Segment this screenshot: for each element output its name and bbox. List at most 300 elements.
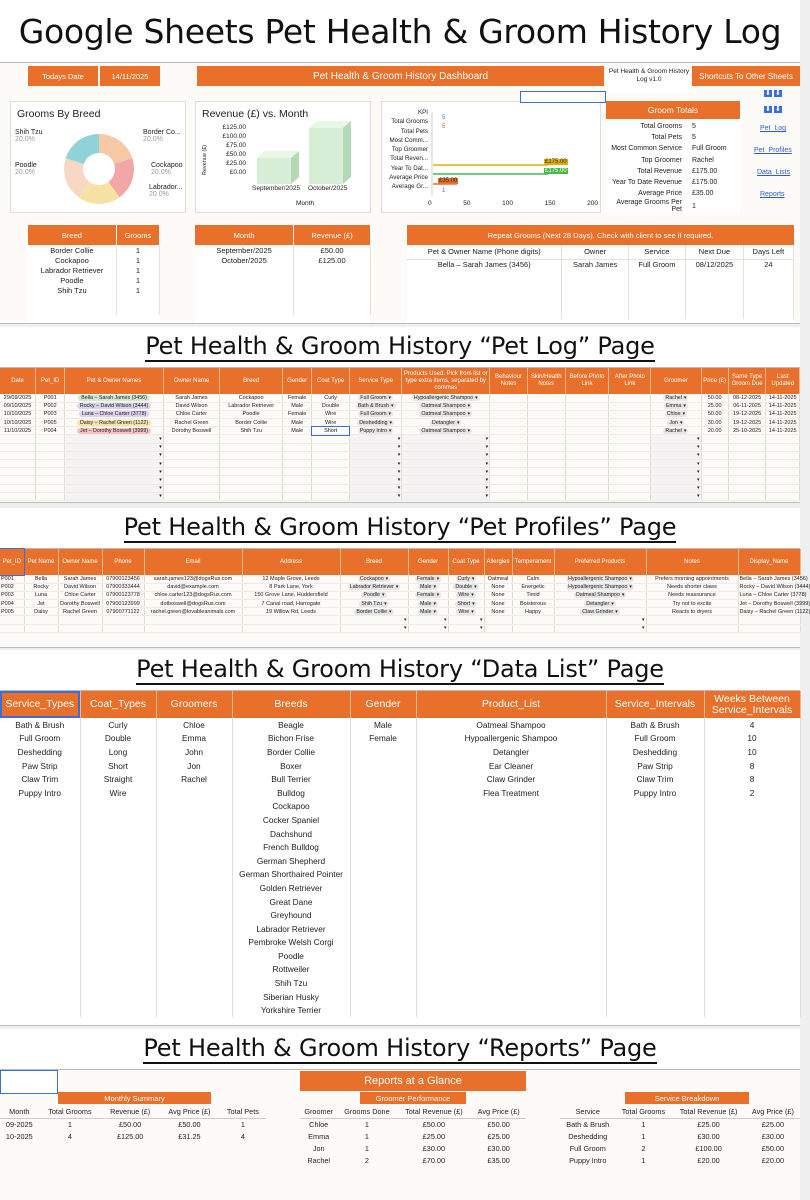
- empty-cell[interactable]: [527, 451, 565, 459]
- list-item[interactable]: [704, 813, 800, 827]
- table-cell[interactable]: 25-10-2025: [728, 427, 766, 435]
- empty-cell[interactable]: [283, 468, 312, 476]
- table-cell[interactable]: £50.00: [118, 1119, 142, 1129]
- table-cell[interactable]: None: [484, 591, 512, 599]
- dropdown[interactable]: Rachel ▾: [663, 428, 688, 434]
- list-item[interactable]: [350, 908, 416, 922]
- empty-cell[interactable]: [163, 484, 220, 492]
- dropdown[interactable]: Bath & Brush ▾: [356, 403, 396, 409]
- table-cell[interactable]: 1: [116, 265, 159, 275]
- table-cell[interactable]: Sarah James: [58, 575, 102, 583]
- list-item[interactable]: [606, 949, 704, 963]
- table-cell[interactable]: Sarah James: [562, 259, 628, 269]
- empty-cell[interactable]: [36, 468, 65, 476]
- list-item[interactable]: [704, 949, 800, 963]
- list-item[interactable]: Jon: [156, 759, 232, 773]
- empty-cell[interactable]: [144, 616, 242, 624]
- empty-cell[interactable]: [294, 275, 371, 285]
- empty-cell[interactable]: [0, 451, 36, 459]
- table-cell[interactable]: 50.00: [701, 394, 728, 402]
- table-cell[interactable]: Border Collie: [28, 245, 116, 255]
- list-item[interactable]: [80, 949, 156, 963]
- empty-cell[interactable]: [490, 468, 528, 476]
- list-item[interactable]: [606, 840, 704, 854]
- empty-cell[interactable]: [312, 476, 350, 484]
- table-cell[interactable]: Female: [283, 394, 312, 402]
- table-cell[interactable]: £25.00: [761, 1119, 785, 1129]
- empty-cell[interactable]: [490, 492, 528, 500]
- table-cell[interactable]: [402, 410, 490, 418]
- empty-cell[interactable]: [728, 435, 766, 443]
- list-item[interactable]: [0, 908, 80, 922]
- dropdown[interactable]: Labrador Retriever ▾: [348, 584, 401, 590]
- empty-cell[interactable]: [686, 269, 744, 279]
- table-cell[interactable]: 06-11-2025: [728, 402, 766, 410]
- dropdown-arrow-icon[interactable]: ▾: [159, 476, 162, 483]
- list-item[interactable]: Straight: [80, 772, 156, 786]
- empty-cell[interactable]: [686, 299, 744, 309]
- empty-cell[interactable]: [609, 443, 651, 451]
- list-item[interactable]: [350, 936, 416, 950]
- dropdown-arrow-icon[interactable]: ▾: [479, 617, 483, 624]
- empty-cell[interactable]: [0, 616, 24, 624]
- empty-cell[interactable]: [220, 460, 283, 468]
- dropdown[interactable]: Border Collie ▾: [354, 609, 393, 615]
- empty-cell[interactable]: [294, 295, 371, 305]
- list-item[interactable]: Emma: [156, 732, 232, 746]
- table-cell[interactable]: 07900771122: [102, 608, 144, 616]
- list-item[interactable]: [80, 990, 156, 1004]
- table-cell[interactable]: [527, 402, 565, 410]
- table-cell[interactable]: £30.00: [487, 1143, 510, 1153]
- empty-cell[interactable]: [484, 616, 512, 624]
- list-item[interactable]: [350, 868, 416, 882]
- nav-arrows[interactable]: [764, 105, 782, 113]
- dropdown[interactable]: Oatmeal Shampoo ▾: [419, 411, 472, 417]
- table-cell[interactable]: [448, 600, 484, 608]
- table-cell[interactable]: [349, 394, 401, 402]
- list-item[interactable]: [416, 813, 606, 827]
- table-cell[interactable]: Rachel Green: [58, 608, 102, 616]
- empty-cell[interactable]: [402, 443, 490, 451]
- list-item[interactable]: [80, 827, 156, 841]
- empty-cell[interactable]: [728, 460, 766, 468]
- list-item[interactable]: German Shepherd: [232, 854, 350, 868]
- table-cell[interactable]: [408, 591, 448, 599]
- table-cell[interactable]: David Wilson: [58, 583, 102, 591]
- empty-cell[interactable]: [527, 476, 565, 484]
- empty-cell[interactable]: [527, 484, 565, 492]
- link-data-lists[interactable]: Data_Lists: [757, 169, 791, 176]
- empty-cell[interactable]: [408, 616, 448, 624]
- nav-arrows[interactable]: [764, 89, 782, 97]
- empty-cell[interactable]: [0, 476, 36, 484]
- table-cell[interactable]: [340, 575, 408, 583]
- empty-cell[interactable]: [408, 624, 448, 632]
- table-cell[interactable]: chloe.carter123@dogsRus.com: [144, 591, 242, 599]
- dropdown-arrow-icon[interactable]: ▾: [159, 468, 162, 475]
- list-item[interactable]: [606, 868, 704, 882]
- empty-cell[interactable]: [766, 443, 800, 451]
- list-item[interactable]: Bath & Brush: [606, 718, 704, 732]
- list-item[interactable]: [416, 827, 606, 841]
- empty-cell[interactable]: [448, 624, 484, 632]
- table-cell[interactable]: £70.00: [422, 1155, 446, 1165]
- list-item[interactable]: Labrador Retriever: [232, 922, 350, 936]
- table-cell[interactable]: Shih Tzu: [28, 285, 116, 295]
- empty-cell[interactable]: [609, 476, 651, 484]
- empty-cell[interactable]: [651, 492, 701, 500]
- table-cell[interactable]: 09/10/2025: [0, 402, 36, 410]
- table-cell[interactable]: Reacts to dryers: [646, 608, 738, 616]
- list-item[interactable]: Detangler: [416, 745, 606, 759]
- table-cell[interactable]: None: [484, 600, 512, 608]
- dropdown[interactable]: Puppy Intro ▾: [358, 428, 394, 434]
- dropdown-arrow-icon[interactable]: ▾: [159, 485, 162, 492]
- dropdown[interactable]: Wire ▾: [456, 592, 475, 598]
- empty-cell[interactable]: [701, 484, 728, 492]
- empty-cell[interactable]: [527, 492, 565, 500]
- empty-cell[interactable]: [651, 484, 701, 492]
- table-cell[interactable]: Wire: [312, 419, 350, 427]
- empty-cell[interactable]: [743, 309, 793, 319]
- list-item[interactable]: [0, 854, 80, 868]
- empty-cell[interactable]: [651, 460, 701, 468]
- empty-cell[interactable]: [28, 305, 116, 315]
- empty-cell[interactable]: [651, 443, 701, 451]
- empty-cell[interactable]: [36, 484, 65, 492]
- empty-cell[interactable]: [349, 484, 401, 492]
- list-item[interactable]: [80, 813, 156, 827]
- table-cell[interactable]: 14-11-2025: [766, 410, 800, 418]
- empty-cell[interactable]: [562, 269, 628, 279]
- dropdown-arrow-icon[interactable]: ▾: [397, 468, 401, 475]
- table-cell[interactable]: September/2025: [195, 245, 294, 255]
- dropdown-arrow-icon[interactable]: ▾: [397, 460, 401, 467]
- empty-cell[interactable]: [294, 265, 371, 275]
- table-cell[interactable]: [527, 419, 565, 427]
- table-cell[interactable]: sarah.james123@dogsRus.com: [144, 575, 242, 583]
- dropdown[interactable]: Double ▾: [453, 584, 478, 590]
- table-cell[interactable]: 07900123456: [102, 575, 144, 583]
- table-cell[interactable]: [349, 410, 401, 418]
- dropdown-arrow-icon[interactable]: ▾: [397, 485, 401, 492]
- dropdown-arrow-icon[interactable]: ▾: [697, 444, 700, 451]
- table-cell[interactable]: 1: [116, 245, 159, 255]
- list-item[interactable]: Pembroke Welsh Corgi: [232, 936, 350, 950]
- table-cell[interactable]: 14-11-2025: [766, 394, 800, 402]
- empty-cell[interactable]: [743, 299, 793, 309]
- empty-cell[interactable]: [565, 460, 609, 468]
- empty-cell[interactable]: [163, 460, 220, 468]
- empty-cell[interactable]: [686, 289, 744, 299]
- selected-cell[interactable]: [520, 91, 606, 103]
- list-item[interactable]: [80, 1003, 156, 1017]
- list-item[interactable]: [350, 963, 416, 977]
- list-item[interactable]: Puppy Intro: [606, 786, 704, 800]
- empty-cell[interactable]: [490, 460, 528, 468]
- dropdown-arrow-icon[interactable]: ▾: [485, 436, 489, 443]
- dropdown-arrow-icon[interactable]: ▾: [641, 625, 645, 632]
- table-cell[interactable]: 8 Park Lane, York: [242, 583, 340, 591]
- dropdown-arrow-icon[interactable]: ▾: [485, 452, 489, 459]
- empty-cell[interactable]: [701, 476, 728, 484]
- empty-cell[interactable]: [220, 435, 283, 443]
- list-item[interactable]: [704, 963, 800, 977]
- empty-cell[interactable]: [527, 460, 565, 468]
- dropdown-arrow-icon[interactable]: ▾: [697, 452, 700, 459]
- dropdown-arrow-icon[interactable]: ▾: [641, 617, 645, 624]
- table-cell[interactable]: [554, 575, 646, 583]
- table-cell[interactable]: [490, 419, 528, 427]
- empty-cell[interactable]: [220, 484, 283, 492]
- empty-cell[interactable]: [36, 460, 65, 468]
- empty-cell[interactable]: [116, 305, 159, 315]
- table-cell[interactable]: 07900333444: [102, 583, 144, 591]
- list-item[interactable]: [416, 868, 606, 882]
- selected-cell[interactable]: Short: [312, 427, 350, 435]
- list-item[interactable]: [416, 963, 606, 977]
- empty-cell[interactable]: [144, 624, 242, 632]
- table-cell[interactable]: Bella: [24, 575, 58, 583]
- list-item[interactable]: Long: [80, 745, 156, 759]
- empty-cell[interactable]: [312, 443, 350, 451]
- empty-cell[interactable]: [628, 269, 685, 279]
- empty-cell[interactable]: [766, 460, 800, 468]
- list-item[interactable]: [350, 786, 416, 800]
- dropdown[interactable]: Curly ▾: [456, 576, 477, 582]
- list-item[interactable]: [0, 963, 80, 977]
- empty-cell[interactable]: [0, 484, 36, 492]
- dropdown-arrow-icon[interactable]: ▾: [479, 625, 483, 632]
- table-cell[interactable]: £20.00: [761, 1155, 785, 1165]
- list-item[interactable]: Short: [80, 759, 156, 773]
- empty-cell[interactable]: [65, 443, 163, 451]
- empty-cell[interactable]: [609, 451, 651, 459]
- empty-cell[interactable]: [554, 616, 646, 624]
- empty-cell[interactable]: [484, 624, 512, 632]
- table-cell[interactable]: 1: [641, 1155, 646, 1165]
- empty-cell[interactable]: [728, 451, 766, 459]
- table-cell[interactable]: Male: [283, 402, 312, 410]
- dropdown-arrow-icon[interactable]: ▾: [159, 460, 162, 467]
- list-item[interactable]: [606, 854, 704, 868]
- table-cell[interactable]: [554, 591, 646, 599]
- empty-cell[interactable]: [407, 289, 562, 299]
- list-item[interactable]: [704, 976, 800, 990]
- list-item[interactable]: Rottweiler: [232, 963, 350, 977]
- dropdown-arrow-icon[interactable]: ▾: [397, 452, 401, 459]
- list-item[interactable]: [350, 827, 416, 841]
- todays-date-value[interactable]: 14/11/2025: [100, 66, 160, 86]
- table-cell[interactable]: [609, 419, 651, 427]
- list-item[interactable]: [0, 1003, 80, 1017]
- empty-cell[interactable]: [407, 279, 562, 289]
- list-item[interactable]: [606, 976, 704, 990]
- empty-cell[interactable]: [283, 476, 312, 484]
- table-cell[interactable]: [651, 410, 701, 418]
- table-cell[interactable]: [349, 402, 401, 410]
- empty-cell[interactable]: [651, 451, 701, 459]
- empty-cell[interactable]: [490, 476, 528, 484]
- empty-cell[interactable]: [283, 484, 312, 492]
- table-cell[interactable]: 14-11-2025: [766, 402, 800, 410]
- empty-cell[interactable]: [65, 492, 163, 500]
- empty-cell[interactable]: [294, 305, 371, 315]
- list-item[interactable]: [416, 908, 606, 922]
- list-item[interactable]: Paw Strip: [606, 759, 704, 773]
- list-item[interactable]: [416, 949, 606, 963]
- empty-cell[interactable]: [116, 295, 159, 305]
- list-item[interactable]: 8: [704, 759, 800, 773]
- list-item[interactable]: Wire: [80, 786, 156, 800]
- table-cell[interactable]: Bella – Sarah James (3456): [739, 575, 808, 582]
- pet-owner-chip[interactable]: Jet – Dorothy Boswell (3999): [77, 428, 151, 434]
- table-cell[interactable]: 07900123999: [102, 600, 144, 608]
- table-cell[interactable]: 1: [641, 1119, 646, 1129]
- table-cell[interactable]: Bath & Brush: [566, 1119, 610, 1129]
- empty-cell[interactable]: [312, 484, 350, 492]
- table-cell[interactable]: £50.00: [422, 1119, 446, 1129]
- empty-cell[interactable]: [743, 269, 793, 279]
- table-cell[interactable]: Rachel: [307, 1155, 331, 1165]
- table-cell[interactable]: [490, 427, 528, 435]
- list-item[interactable]: [80, 922, 156, 936]
- empty-cell[interactable]: [490, 443, 528, 451]
- table-cell[interactable]: P004: [36, 427, 65, 435]
- list-item[interactable]: 10: [704, 732, 800, 746]
- table-cell[interactable]: Needs reassurance: [646, 591, 738, 599]
- table-cell[interactable]: [340, 600, 408, 608]
- empty-cell[interactable]: [0, 492, 36, 500]
- list-item[interactable]: Border Collie: [232, 745, 350, 759]
- empty-cell[interactable]: [628, 289, 685, 299]
- list-item[interactable]: [606, 908, 704, 922]
- empty-cell[interactable]: [402, 451, 490, 459]
- empty-cell[interactable]: [728, 476, 766, 484]
- list-item[interactable]: Bath & Brush: [0, 718, 80, 732]
- list-item[interactable]: [606, 813, 704, 827]
- empty-cell[interactable]: [701, 468, 728, 476]
- list-item[interactable]: [80, 936, 156, 950]
- list-item[interactable]: 8: [704, 772, 800, 786]
- table-cell[interactable]: [609, 394, 651, 402]
- empty-cell[interactable]: [283, 451, 312, 459]
- list-item[interactable]: [156, 881, 232, 895]
- list-item[interactable]: [156, 800, 232, 814]
- list-item[interactable]: [156, 1003, 232, 1017]
- empty-cell[interactable]: [402, 435, 490, 443]
- list-item[interactable]: Great Dane: [232, 895, 350, 909]
- dropdown[interactable]: Shih Tzu ▾: [359, 601, 388, 607]
- table-cell[interactable]: 10/10/2025: [0, 419, 36, 427]
- list-item[interactable]: Cockapoo: [232, 800, 350, 814]
- empty-cell[interactable]: [628, 299, 685, 309]
- empty-cell[interactable]: [646, 616, 738, 624]
- table-cell[interactable]: 2: [364, 1155, 369, 1165]
- table-cell[interactable]: [527, 394, 565, 402]
- list-item[interactable]: [606, 936, 704, 950]
- table-cell[interactable]: Female: [283, 410, 312, 418]
- dropdown-arrow-icon[interactable]: ▾: [697, 493, 700, 500]
- list-item[interactable]: [156, 895, 232, 909]
- table-cell[interactable]: Labrador Retriever: [28, 265, 116, 275]
- dropdown[interactable]: Female ▾: [415, 592, 441, 598]
- table-cell[interactable]: 7 Canal road, Harrogate: [242, 600, 340, 608]
- empty-cell[interactable]: [609, 468, 651, 476]
- table-cell[interactable]: [565, 394, 609, 402]
- list-item[interactable]: Female: [350, 732, 416, 746]
- list-item[interactable]: [704, 800, 800, 814]
- empty-cell[interactable]: [102, 624, 144, 632]
- table-cell[interactable]: £50.00: [487, 1119, 510, 1129]
- table-cell[interactable]: 30.00: [701, 419, 728, 427]
- list-item[interactable]: [0, 990, 80, 1004]
- table-cell[interactable]: Bella – Sarah James (3456): [407, 259, 562, 269]
- empty-cell[interactable]: [312, 468, 350, 476]
- empty-cell[interactable]: [36, 451, 65, 459]
- empty-cell[interactable]: [220, 492, 283, 500]
- empty-cell[interactable]: [562, 279, 628, 289]
- table-cell[interactable]: 1: [67, 1119, 72, 1129]
- table-cell[interactable]: Happy: [512, 608, 554, 616]
- empty-cell[interactable]: [242, 624, 340, 632]
- empty-cell[interactable]: [283, 443, 312, 451]
- table-cell[interactable]: [408, 583, 448, 591]
- table-cell[interactable]: [554, 583, 646, 591]
- table-cell[interactable]: Labrador Retriever: [220, 402, 283, 410]
- list-item[interactable]: [606, 1003, 704, 1017]
- empty-cell[interactable]: [220, 468, 283, 476]
- table-cell[interactable]: [565, 427, 609, 435]
- table-cell[interactable]: Jet: [24, 600, 58, 608]
- empty-cell[interactable]: [349, 476, 401, 484]
- list-item[interactable]: Chloe: [156, 718, 232, 732]
- pet-owner-chip[interactable]: Bella – Sarah James (3456): [78, 395, 150, 401]
- table-cell[interactable]: 12 Maple Grove, Leeds: [242, 575, 340, 583]
- table-cell[interactable]: Rachel Green: [163, 419, 220, 427]
- dropdown[interactable]: Male ▾: [418, 601, 438, 607]
- list-item[interactable]: [704, 840, 800, 854]
- dropdown-arrow-icon[interactable]: ▾: [397, 476, 401, 483]
- table-cell[interactable]: 19 Willow Rd, Leeds: [242, 608, 340, 616]
- table-cell[interactable]: [609, 427, 651, 435]
- dropdown-arrow-icon[interactable]: ▾: [443, 617, 447, 624]
- table-cell[interactable]: Shih Tzu: [220, 427, 283, 435]
- list-item[interactable]: [416, 881, 606, 895]
- table-cell[interactable]: [490, 410, 528, 418]
- list-item[interactable]: [80, 800, 156, 814]
- table-cell[interactable]: Daisy: [24, 608, 58, 616]
- table-cell[interactable]: 11/10/2025: [0, 427, 36, 435]
- table-cell[interactable]: rachel.green@lovableanimals.com: [144, 608, 242, 616]
- dropdown-arrow-icon[interactable]: ▾: [485, 476, 489, 483]
- dropdown-arrow-icon[interactable]: ▾: [697, 476, 700, 483]
- list-item[interactable]: [80, 854, 156, 868]
- dropdown[interactable]: Chloe ▾: [665, 411, 687, 417]
- list-item[interactable]: [0, 922, 80, 936]
- list-item[interactable]: Curly: [80, 718, 156, 732]
- list-item[interactable]: [0, 895, 80, 909]
- empty-cell[interactable]: [24, 624, 58, 632]
- dropdown[interactable]: Emma ▾: [664, 403, 688, 409]
- empty-cell[interactable]: [163, 476, 220, 484]
- empty-cell[interactable]: [220, 443, 283, 451]
- empty-cell[interactable]: [766, 451, 800, 459]
- table-cell[interactable]: 1: [116, 285, 159, 295]
- list-item[interactable]: [156, 976, 232, 990]
- dropdown[interactable]: Detangler ▾: [430, 420, 461, 426]
